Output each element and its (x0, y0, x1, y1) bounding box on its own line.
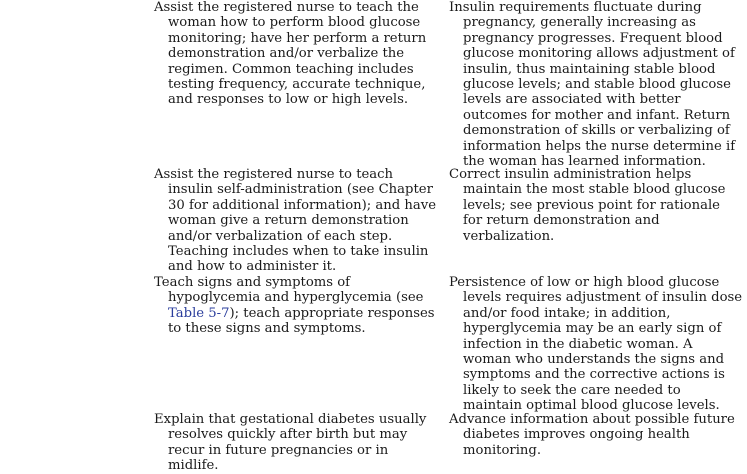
rationale-cell: Persistence of low or high blood glucose levels requires adjustment of insulin dose and/or food intake; in addition, hyperglycemia may be an early sign of infection in the diabetic woman. A woman who understands the signs and symptoms and the corrective actions is likely to seek the care needed to maintain optimal blood glucose levels. (449, 275, 743, 414)
rationale-cell: Advance information about possible future diabetes improves ongoing health monitoring. (449, 412, 735, 458)
intervention-cell (154, 275, 439, 337)
intervention-cell: Explain that gestational diabetes usually resolves quickly after birth but may recur in future pregnancies or in midlife. (154, 412, 427, 474)
intervention-cell: Assist the registered nurse to teach insulin self-administration (see Chapter 30 for additional information); and have woman give a return demonstration and/or verbalization of each step. Teaching includes when to take insulin and how to administer it. (154, 167, 437, 275)
intervention-text-before: Teach signs and symptoms of hypoglycemia and hyperglycemia (see (154, 275, 424, 306)
intervention-cell: Assist the registered nurse to teach the woman how to perform blood glucose monitoring; have her perform a return demonstration and/or verbalize the regimen. Common teaching includes testing frequency, accurate technique, and responses to low or high levels. (154, 0, 427, 108)
rationale-cell: Correct insulin administration helps maintain the most stable blood glucose levels; see previous point for rationale for return demonstration and verbalization. (449, 167, 726, 244)
intervention-text-after: ); teach appropriate responses to these signs and symptoms. (168, 305, 435, 337)
table-5-7-link[interactable]: Table 5-7 (168, 305, 230, 321)
rationale-cell: Insulin requirements fluctuate during pregnancy, generally increasing as pregnancy progresses. Frequent blood glucose monitoring allows adjustment of insulin, thus maintaining stable blood glucose levels; and stable blood glucose levels are associated with better outcomes for mother and infant. Return demonstration of skills or verbalizing of information helps the nurse determine if the woman has learned information. (449, 0, 736, 170)
